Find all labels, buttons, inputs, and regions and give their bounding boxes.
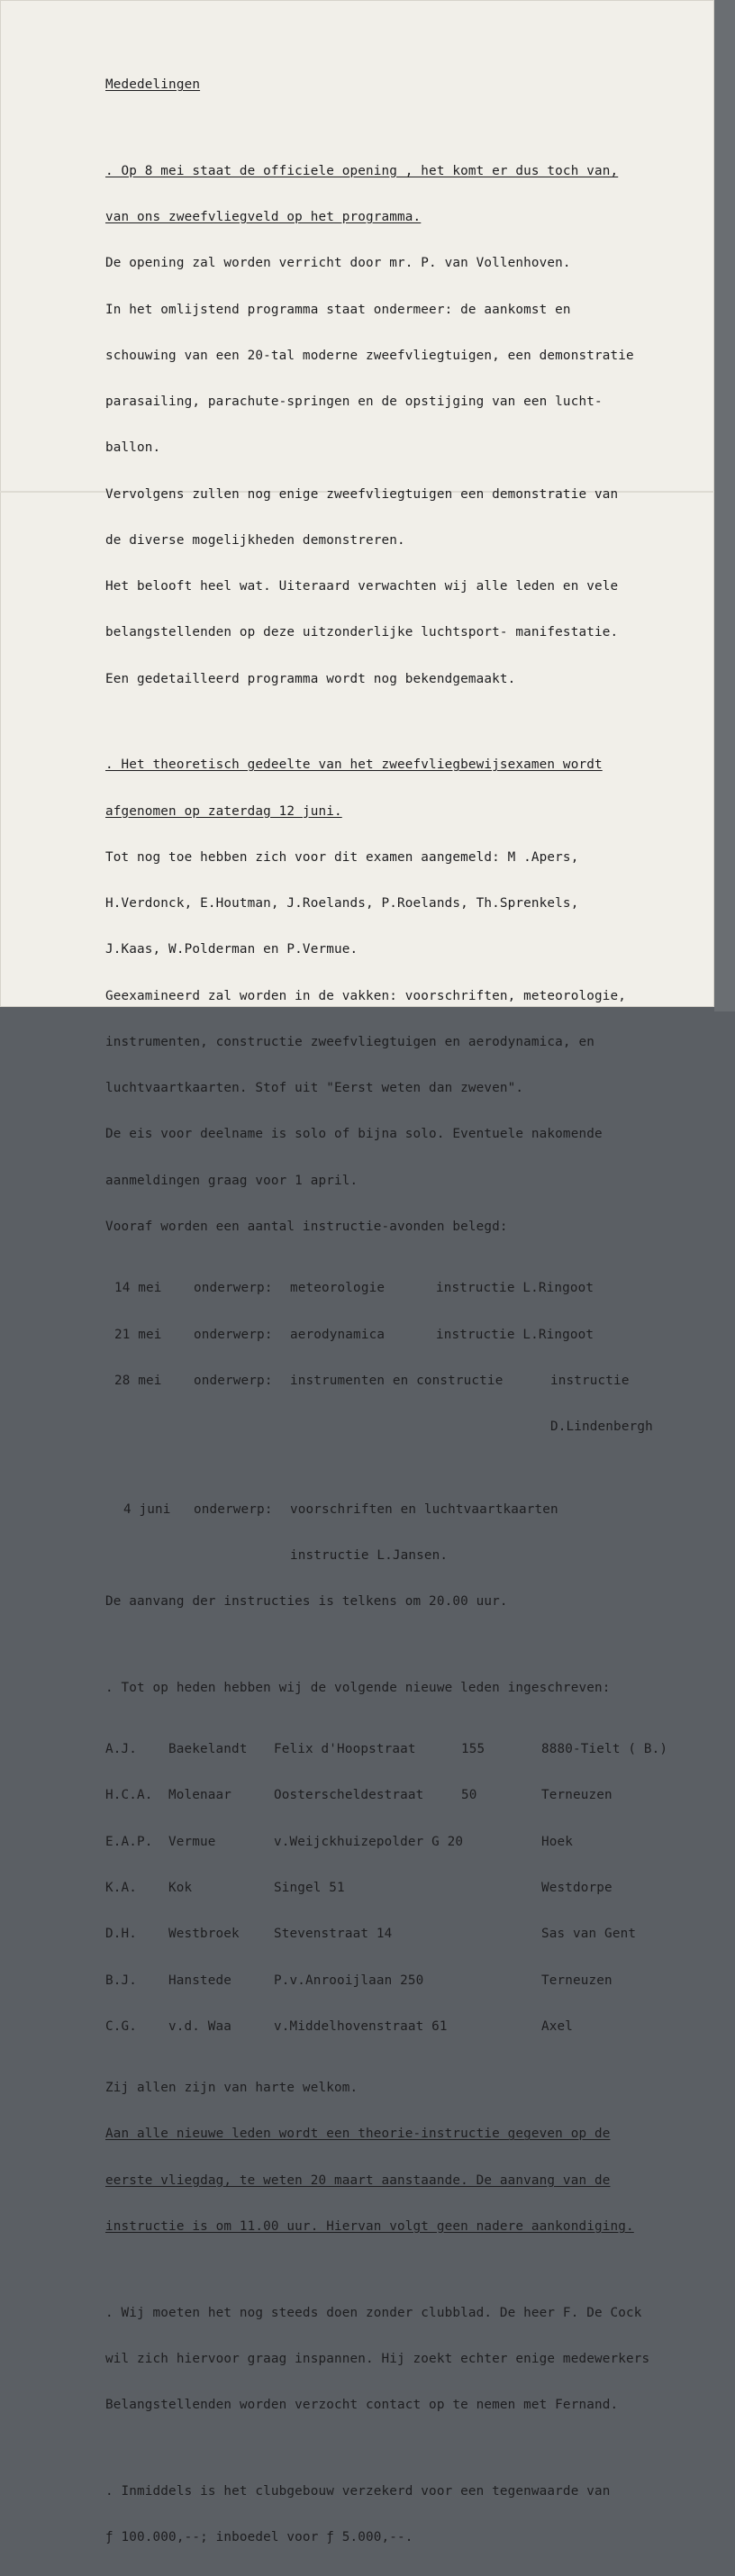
s1-line: Het belooft heel wat. Uiteraard verwachten wij alle leden en vele (105, 579, 619, 594)
s2-line: De eis voor deelname is solo of bijna solo. Eventuele nakomende (105, 1127, 603, 1142)
member-row: K.A. Kok Singel 51 Westdorpe (105, 1880, 612, 1895)
s3-line: Zij allen zijn van harte welkom. (105, 2081, 358, 2096)
member-row: H.C.A. Molenaar Oosterscheldestraat 50 Terneuzen (105, 1788, 612, 1803)
s1-line: de diverse mogelijkheden demonstreren. (105, 532, 405, 548)
letter-body (105, 47, 718, 2576)
member-row: E.A.P. Vermue v.Weijckhuizepolder G 20 Hoek (105, 1834, 574, 1849)
schedule-row: 4 juni onderwerp: voorschriften en luchtvaartkaarten (123, 1501, 558, 1517)
s1-line: van ons zweefvliegveld op het programma. (105, 209, 422, 224)
schedule-continuation: D.Lindenbergh (550, 1420, 653, 1435)
s2-line: J.Kaas, W.Polderman en P.Vermue. (105, 942, 358, 957)
heading: Mededelingen (105, 77, 201, 93)
member-row: A.J. Baekelandt Felix d'Hoopstraat 155 8880-Tielt ( B.) (105, 1742, 668, 1757)
s1-line: . Op 8 mei staat de officiele opening , het komt er dus toch van, (105, 163, 619, 178)
schedule-continuation: instructie L.Jansen. (290, 1548, 449, 1563)
schedule-row: 28 mei onderwerp: instrumenten en constructie instructie (114, 1373, 630, 1388)
s2-line: instrumenten, constructie zweefvliegtuigen en aerodynamica, en (105, 1034, 594, 1049)
s5-line: ƒ 100.000,--; inboedel voor ƒ 5.000,--. (105, 2529, 413, 2544)
s1-line: ballon. (105, 440, 161, 456)
s4-line: Belangstellenden worden verzocht contact op te nemen met Fernand. (105, 2398, 619, 2413)
s1-line: Vervolgens zullen nog enige zweefvliegtuigen een demonstratie van (105, 486, 619, 502)
s4-line: wil zich hiervoor graag inspannen. Hij zoekt echter enige medewerkers (105, 2351, 650, 2366)
member-row: D.H. Westbroek Stevenstraat 14 Sas van Gent (105, 1927, 637, 1942)
s3-line: Aan alle nieuwe leden wordt een theorie-instructie gegeven op de (105, 2127, 611, 2142)
s1-line: parasailing, parachute-springen en de opstijging van een lucht- (105, 395, 603, 410)
member-row: C.G. v.d. Waa v.Middelhovenstraat 61 Axel (105, 2018, 574, 2034)
s2-line: H.Verdonck, E.Houtman, J.Roelands, P.Roelands, Th.Sprenkels, (105, 896, 579, 912)
s1-line: belangstellenden op deze uitzonderlijke luchtsport- manifestatie. (105, 625, 619, 640)
s2-line: Geexamineerd zal worden in de vakken: voorschriften, meteorologie, (105, 988, 626, 1003)
s4-line: . Wij moeten het nog steeds doen zonder clubblad. De heer F. De Cock (105, 2305, 642, 2320)
s2-end: De aanvang der instructies is telkens om 20.00 uur. (105, 1594, 508, 1610)
schedule-row: 14 mei onderwerp: meteorologie instructie L.Ringoot (114, 1281, 594, 1296)
s3-line: eerste vliegdag, te weten 20 maart aanstaande. De aanvang van de (105, 2172, 611, 2188)
s2-line: aanmeldingen graag voor 1 april. (105, 1173, 358, 1188)
s1-line: schouwing van een 20-tal moderne zweefvliegtuigen, een demonstratie (105, 348, 634, 363)
schedule-row: 21 mei onderwerp: aerodynamica instructie L.Ringoot (114, 1327, 594, 1342)
member-row: B.J. Hanstede P.v.Anrooijlaan 250 Terneuzen (105, 1973, 612, 1988)
s1-line: In het omlijstend programma staat ondermeer: de aankomst en (105, 302, 571, 317)
s3-intro: . Tot op heden hebben wij de volgende nieuwe leden ingeschreven: (105, 1680, 611, 1695)
scan-background (714, 0, 735, 1011)
s5-line: . Inmiddels is het clubgebouw verzekerd voor een tegenwaarde van (105, 2483, 611, 2499)
s1-line: De opening zal worden verricht door mr. P. van Vollenhoven. (105, 256, 571, 271)
s2-line: afgenomen op zaterdag 12 juni. (105, 803, 342, 819)
s1-line: Een gedetailleerd programma wordt nog bekendgemaakt. (105, 671, 516, 686)
s2-line: . Het theoretisch gedeelte van het zweefvliegbewijsexamen wordt (105, 757, 603, 773)
s2-line: Tot nog toe hebben zich voor dit examen aangemeld: M .Apers, (105, 849, 579, 865)
s3-line: instructie is om 11.00 uur. Hiervan volgt geen nadere aankondiging. (105, 2219, 634, 2235)
s2-line: luchtvaartkaarten. Stof uit "Eerst weten dan zweven". (105, 1081, 524, 1096)
s2-line: Vooraf worden een aantal instructie-avonden belegd: (105, 1220, 508, 1235)
